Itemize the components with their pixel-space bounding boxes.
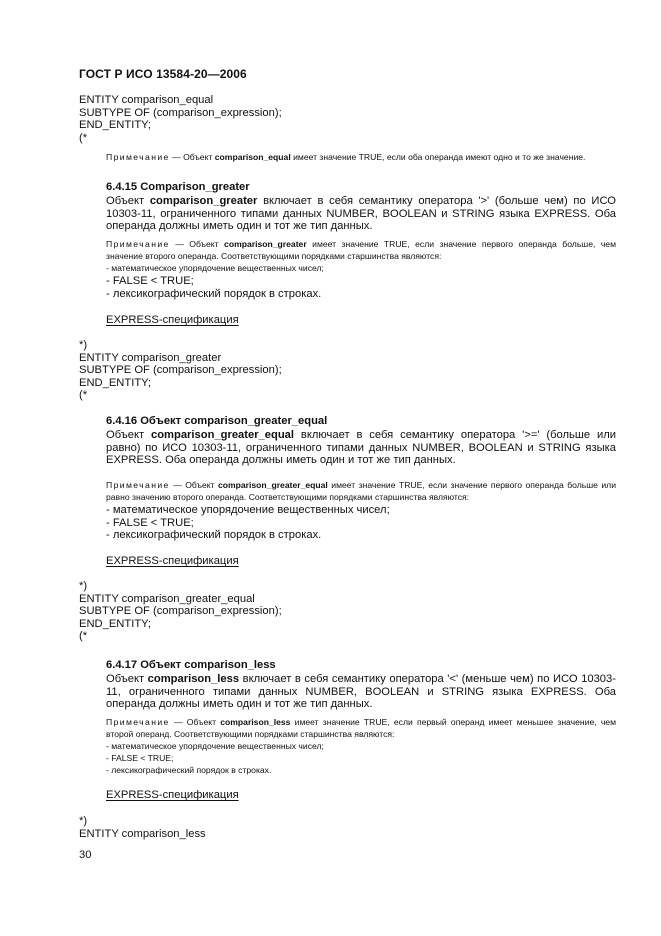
note-entity: comparison_greater: [224, 239, 307, 249]
note-less: [79, 716, 616, 740]
code-line: END_ENTITY;: [79, 617, 152, 630]
code-line: (*: [79, 630, 88, 643]
paragraph-text: включает в себя семантику оператора '>' (больше чем) по ИСО 10303-11, ограниченного типами данных NUMBER, BOOLEAN и STRING языка EXPRESS. Оба операнда должны иметь один и тот же тип данных.: [106, 195, 616, 233]
code-line: ENTITY comparison_less: [79, 827, 206, 840]
paragraph-6-4-17: [79, 673, 616, 711]
note-entity: comparison_equal: [214, 152, 291, 162]
code-line: SUBTYPE OF (comparison_expression);: [79, 605, 282, 618]
express-spec-link[interactable]: EXPRESS-спецификация: [106, 555, 239, 567]
code-line: *): [79, 815, 88, 827]
code-line: SUBTYPE OF (comparison_expression);: [79, 106, 282, 119]
list-item: - FALSE < TRUE;: [106, 753, 174, 763]
code-line: SUBTYPE OF (comparison_expression);: [79, 364, 282, 377]
note-text: имеет значение TRUE, если первый операнд имеет меньшее значение, чем второй операнд. Соответствующими порядками старшинства являются:: [106, 717, 616, 739]
list-item: - лексикографический порядок в строках.: [106, 529, 322, 542]
code-line: *): [79, 339, 88, 351]
code-line: END_ENTITY;: [79, 119, 152, 132]
note-equal: [79, 151, 616, 163]
note-greater-equal: [79, 479, 616, 503]
list-item: - математическое упорядочение вещественных чисел;: [106, 504, 390, 516]
note-label: Примечание: [106, 152, 170, 162]
code-line: ENTITY comparison_equal: [79, 94, 214, 106]
list-item: - математическое упорядочение вещественных чисел;: [106, 741, 324, 751]
document-header: ГОСТ Р ИСО 13584-20—2006: [79, 67, 247, 81]
paragraph-intro: Объект: [106, 673, 148, 685]
code-block-less: [79, 815, 616, 840]
code-line: *): [79, 580, 88, 592]
note-dash: — Объект: [169, 152, 215, 162]
list-item: - лексикографический порядок в строках.: [106, 287, 322, 300]
express-spec-link[interactable]: EXPRESS-спецификация: [106, 789, 239, 801]
list-greater: [79, 262, 643, 274]
paragraph-text: включает в себя семантику оператора '<' (меньше чем) по ИСО 10303-11, ограниченного типами данных NUMBER, BOOLEAN и STRING языка EXPRESS. Оба операнда должны иметь один и тот же тип данных.: [106, 673, 616, 711]
page-number: 30: [79, 849, 92, 861]
paragraph-text: включает в себя семантику оператора '>=' (больше или равно) по ИСО 10303-11, ограниченного типами данных NUMBER, BOOLEAN и STRING языка EXPRESS. Оба операнда должны иметь один и тот же тип данных.: [106, 429, 616, 467]
note-dash: — Объект: [169, 239, 225, 249]
list-item: - FALSE < TRUE;: [106, 516, 194, 529]
express-spec-link[interactable]: EXPRESS-спецификация: [106, 314, 239, 326]
list-less: [79, 740, 643, 776]
note-entity: comparison_greater_equal: [217, 480, 328, 490]
paragraph-entity: comparison_less: [147, 673, 240, 685]
list-greater-cont: [79, 275, 643, 300]
paragraph-intro: Объект: [106, 429, 151, 441]
list-item: - FALSE < TRUE;: [106, 275, 194, 287]
note-text: имеет значение TRUE, если значение первого операнда больше, чем значение второго операнда. Соответствующими порядками старшинства являются:: [106, 239, 616, 261]
note-text: имеет значение TRUE, если оба операнда имеют одно и то же значение.: [290, 152, 586, 162]
heading-6-4-15: 6.4.15 Comparison_greater: [106, 181, 250, 193]
note-entity: comparison_less: [220, 717, 291, 727]
paragraph-entity: comparison_greater: [149, 195, 258, 207]
note-dash: — Объект: [169, 480, 218, 490]
code-block-greater-equal: [79, 580, 616, 643]
note-dash: — Объект: [169, 717, 221, 727]
note-label: Примечание: [106, 717, 170, 727]
note-label: Примечание: [106, 480, 170, 490]
heading-6-4-17: 6.4.17 Объект comparison_less: [106, 659, 276, 671]
code-line: ENTITY comparison_greater_equal: [79, 592, 255, 605]
note-text: имеет значение TRUE, если значение первого операнда больше или равно значению второго операнда. Соответствующими порядками старшинства являются:: [106, 480, 616, 502]
paragraph-intro: Объект: [106, 195, 150, 207]
code-line: END_ENTITY;: [79, 376, 152, 389]
heading-6-4-16: 6.4.16 Объект comparison_greater_equal: [106, 415, 328, 427]
code-line: ENTITY comparison_greater: [79, 351, 222, 364]
paragraph-6-4-16: [79, 429, 616, 467]
list-greater-equal: [79, 504, 643, 542]
note-label: Примечание: [106, 239, 170, 249]
code-block-greater: [79, 339, 616, 402]
code-block-equal: [79, 94, 616, 144]
code-line: (*: [79, 131, 88, 144]
list-item: - математическое упорядочение вещественных чисел;: [106, 263, 324, 273]
code-line: (*: [79, 389, 88, 402]
note-greater: [79, 238, 616, 262]
paragraph-6-4-15: [79, 195, 616, 233]
list-item: - лексикографический порядок в строках.: [106, 765, 272, 775]
paragraph-entity: comparison_greater_equal: [151, 429, 295, 441]
